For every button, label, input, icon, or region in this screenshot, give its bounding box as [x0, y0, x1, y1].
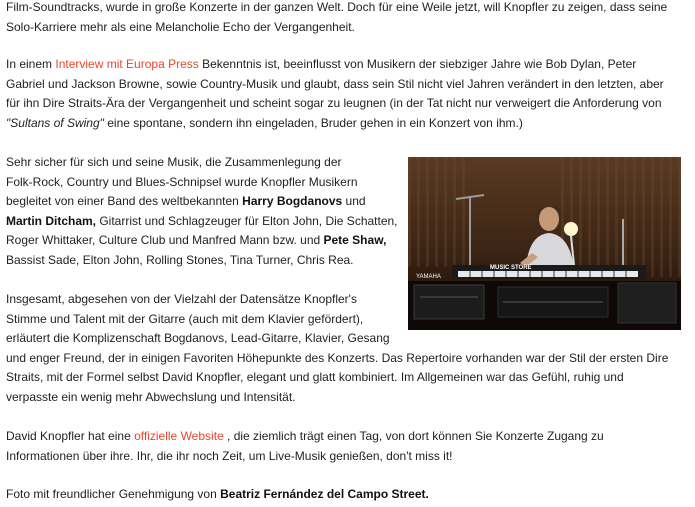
text-line: verpasste ein wenig mehr Abwechslung und Intensität.: [6, 389, 296, 404]
text-line: für ihn Dire Straits-Ära der Vergangenheit und scheint sogar zu leugnen (in der Tat nicht nur verweigert die Anforderung von: [6, 96, 662, 111]
paragraph-interview: [6, 55, 692, 133]
text-segment: David Knopfler hat eine: [6, 429, 135, 443]
musician-name: Pete Shaw,: [323, 233, 387, 248]
photographer-name: Beatriz Fernández del Campo Street.: [220, 487, 429, 501]
text-segment: , die ziemlich trägt einen Tag, von dort können Sie Konzerte Zugang zu: [223, 429, 604, 443]
text-line: erläutert die Komplizenschaft Bogdanovs, Lead-Gitarre, Klavier, Gesang: [6, 331, 390, 346]
photo-credit: [6, 485, 692, 505]
text-line: Insgesamt, abgesehen von der Vielzahl der Datensätze Knopfler's: [6, 292, 357, 306]
music-store-label: MUSIC STORE: [490, 265, 532, 271]
text-line: Gabriel und Jackson Browne, sowie Country-Musik und glaubt, dass sein Stil nicht viel Jahren verändert in den letzten, aber: [6, 76, 664, 91]
text-segment: eine spontane, sondern ihn eingeladen, Bruder gehen in ein Konzert von ihm.): [103, 115, 523, 130]
text-line: Straits, mit der Formel selbst David Knopfler, elegant und glatt kombiniert. Im Allgemeinen war das Gefühl, ruhig und: [6, 370, 624, 385]
text-line: Solo-Karriere mehr als eine Melancholie Echo der Vergangenheit.: [6, 19, 355, 34]
text-segment: Roger Whittaker, Culture Club und Manfred Mann bzw. und: [6, 233, 324, 248]
text-segment: Gitarrist und Schlagzeuger für Elton John, Die Schatten,: [96, 213, 398, 228]
text-segment: Foto mit freundlicher Genehmigung von: [6, 487, 221, 501]
song-title: "Sultans of Swing": [6, 115, 104, 130]
text-segment: In einem: [6, 57, 56, 71]
interview-link[interactable]: Interview mit Europa Press: [55, 57, 199, 71]
text-line: Film-Soundtracks, wurde in große Konzerte in der ganzen Welt. Doch für eine Weile jetzt, will Knopfler zu zeigen, dass seine: [6, 0, 668, 14]
text-line: Folk-Rock, Country und Blues-Schnipsel wurde Knopfler Musikern: [6, 174, 358, 189]
official-website-link[interactable]: offizielle Website: [134, 429, 224, 443]
keyboard-brand-label: YAMAHA: [416, 274, 441, 280]
paragraph-intro: [6, 0, 692, 37]
text-line: Bassist Sade, Elton John, Rolling Stones, Tina Turner, Chris Rea.: [6, 252, 354, 267]
paragraph-band: [6, 153, 404, 271]
text-segment: begleitet von einer Band des weltbekannten: [6, 194, 243, 209]
paragraph-website: [6, 427, 692, 466]
text-line: Informationen über ihre. Ihr, die ihr noch Zeit, um Live-Musik genießen, don't miss it!: [6, 448, 453, 463]
text-segment: und: [342, 194, 366, 209]
text-segment: Bekenntnis ist, beeinflusst von Musikern der siebziger Jahre wie Bob Dylan, Peter: [198, 57, 637, 71]
text-line: Sehr sicher für sich und seine Musik, die Zusammenlegung der: [6, 155, 342, 169]
paragraph-summary: [6, 290, 692, 408]
musician-name: Martin Ditcham,: [6, 213, 97, 228]
text-line: und enger Freund, der in einigen Favoriten Höhepunkte des Konzerts. Das Repertoire vorhanden war der Stil der ersten Dire: [6, 350, 669, 365]
text-line: Stimme und Talent mit der Gitarre (auch mit dem Klavier gefördert),: [6, 311, 364, 326]
musician-name: Harry Bogdanovs: [242, 194, 343, 209]
